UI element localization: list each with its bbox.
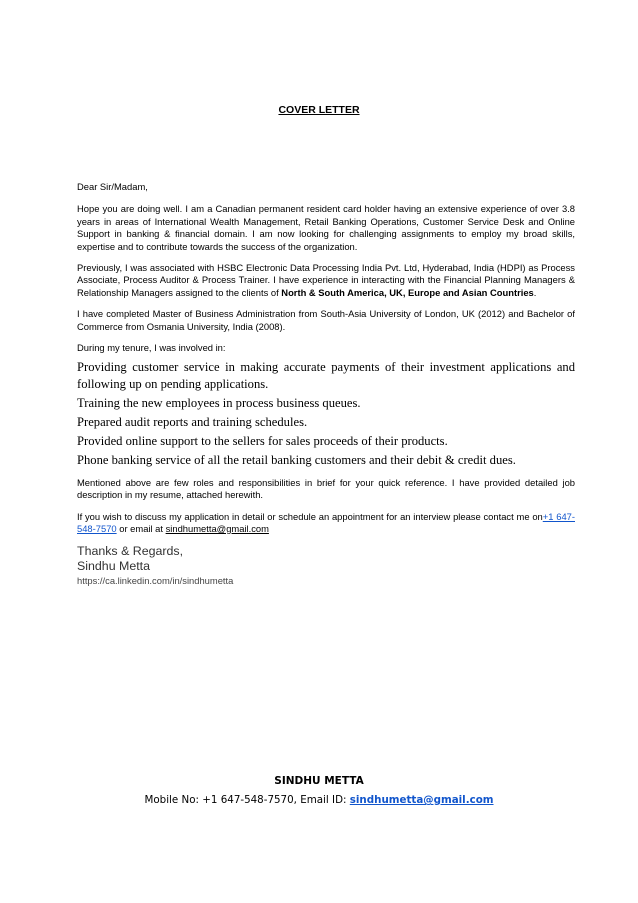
duty-item: Prepared audit reports and training schedules. <box>77 415 308 430</box>
footer-name: SINDHU METTA <box>274 775 364 787</box>
duty-item: Provided online support to the sellers for sales proceeds of their products. <box>77 434 448 449</box>
paragraph-introduction: Hope you are doing well. I am a Canadian permanent resident card holder having an extensive experience of over 3.8 years in areas of International Wealth Management, Retail Banking Operations, Customer Service Desk and Online Support in banking & financial domain. I am now looking for challenging assignments to employ my broad skills, expertise and to contribute towards the success of the organization. <box>77 203 575 252</box>
signer-name: Sindhu Metta <box>77 559 151 574</box>
regards-line: Thanks & Regards, <box>77 544 184 559</box>
greeting: Dear Sir/Madam, <box>77 181 148 192</box>
phone-link[interactable]: +1 647-548-7570 <box>77 510 575 534</box>
document-title: COVER LETTER <box>278 104 360 116</box>
duty-item: Providing customer service in making accurate payments of their investment applications and following up on pending applications. <box>77 360 575 391</box>
contact-middle: or email at <box>116 522 166 534</box>
duty-item: Phone banking service of all the retail banking customers and their debit & credit dues. <box>77 453 516 468</box>
footer-contact <box>0 794 638 806</box>
duty-item: Training the new employees in process business queues. <box>77 395 361 410</box>
experience-end: . <box>533 286 537 298</box>
paragraph-experience <box>77 262 575 299</box>
email-link[interactable]: sindhumetta@gmail.com <box>165 522 269 534</box>
letter-body <box>77 181 575 587</box>
paragraph-contact <box>77 511 575 536</box>
paragraph-reference: Mentioned above are few roles and responsibilities in brief for your quick reference. I have provided detailed job description in my resume, attached herewith. <box>77 476 575 501</box>
paragraph-education: I have completed Master of Business Administration from South-Asia University of London, UK (2012) and Bachelor of Commerce from Osmania University, India (2008). <box>77 308 575 332</box>
client-regions: North & South America, UK, Europe and Asian Countries <box>281 286 534 298</box>
footer-email-link[interactable]: sindhumetta@gmail.com <box>349 794 494 806</box>
contact-text: If you wish to discuss my application in detail or schedule an appointment for an interview please contact me on <box>77 510 543 522</box>
experience-text: Previously, I was associated with HSBC Electronic Data Processing India Pvt. Ltd, Hyderabad, India (HDPI) as Process Associate, Process Auditor & Process Trainer. I have experience in interacting with the Financial Planning Managers & Relationship Managers assigned to the clients of <box>77 262 575 298</box>
linkedin-url[interactable]: https://ca.linkedin.com/in/sindhumetta <box>77 575 234 587</box>
duties-list <box>77 359 575 468</box>
tenure-intro: During my tenure, I was involved in: <box>77 342 226 354</box>
footer-contact-text: Mobile No: +1 647-548-7570, Email ID: <box>144 794 350 806</box>
